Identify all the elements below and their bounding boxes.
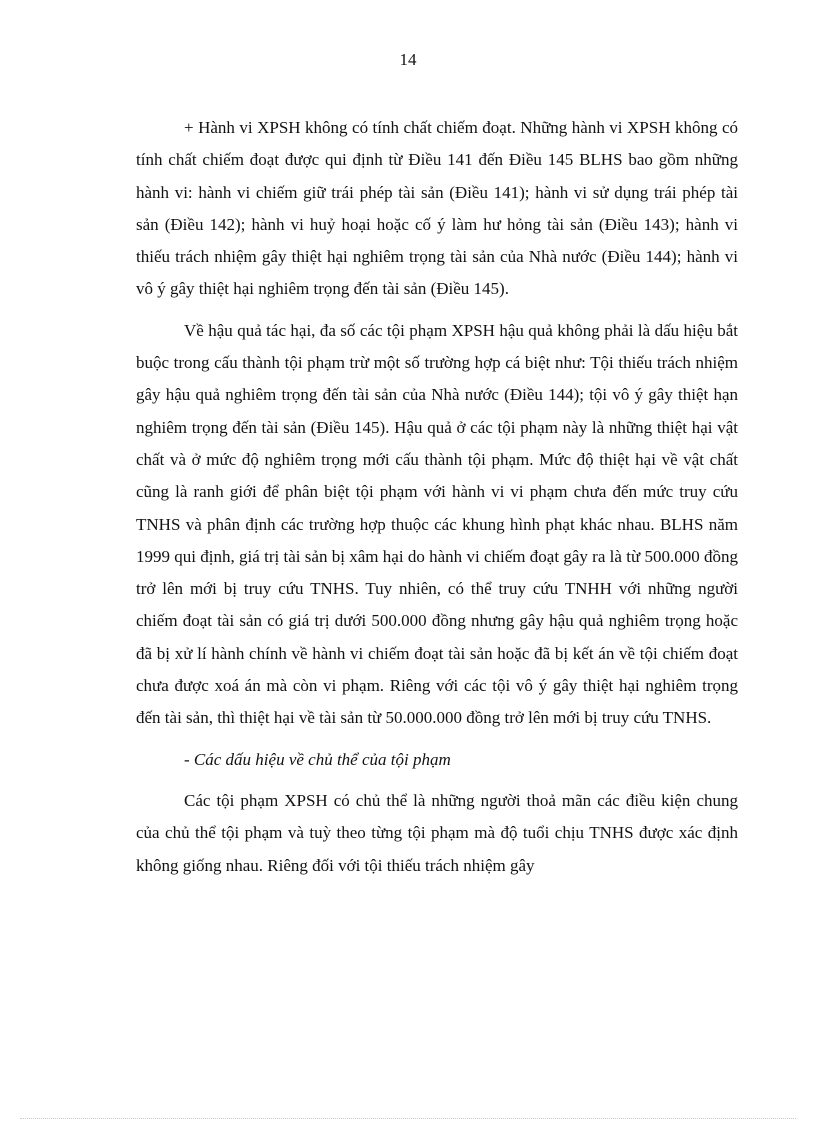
- paragraph-subject-of-crime: Các tội phạm XPSH có chủ thể là những người thoả mãn các điều kiện chung của chủ thể tội phạm và tuỳ theo từng tội phạm mà độ tuổi chịu TNHS được xác định không giống nhau. Riêng đối với tội thiếu trách nhiệm gây: [136, 790, 738, 875]
- body-text: [136, 112, 738, 891]
- page-number: 14: [399, 50, 417, 69]
- paragraph-non-appropriation-acts: + Hành vi XPSH không có tính chất chiếm đoạt. Những hành vi XPSH không có tính chất chiếm đoạt được qui định từ Điều 141 đến Điều 145 BLHS bao gồm những hành vi: hành vi chiếm giữ trái phép tài sản (Điều 141); hành vi sử dụng trái phép tài sản (Điều 142); hành vi huỷ hoại hoặc cố ý làm hư hỏng tài sản (Điều 143); hành vi thiếu trách nhiệm gây thiệt hại nghiêm trọng tài sản của Nhà nước (Điều 144); hành vi vô ý gây thiệt hại nghiêm trọng đến tài sản (Điều 145).: [136, 118, 738, 299]
- section-heading-subject-signs: - Các dấu hiệu về chủ thể của tội phạm: [184, 749, 451, 769]
- paragraph-consequences: Về hậu quả tác hại, đa số các tội phạm XPSH hậu quả không phải là dấu hiệu bắt buộc trong cấu thành tội phạm trừ một số trường hợp cá biệt như: Tội thiếu trách nhiệm gây hậu quả nghiêm trọng đến tài sản của Nhà nước (Điều 144); tội vô ý gây thiệt hạn nghiêm trọng đến tài sản (Điều 145). Hậu quả ở các tội phạm này là những thiệt hại vật chất và ở mức độ nghiêm trọng mới cấu thành tội phạm. Mức độ thiệt hại về vật chất cũng là ranh giới để phân biệt tội phạm với hành vi vi phạm chưa đến mức truy cứu TNHS và phân định các trường hợp thuộc các khung hình phạt khác nhau. BLHS năm 1999 qui định, giá trị tài sản bị xâm hại do hành vi chiếm đoạt gây ra là từ 500.000 đồng trở lên mới bị truy cứu TNHS. Tuy nhiên, có thể truy cứu TNHH với những người chiếm đoạt tài sản có giá trị dưới 500.000 đồng nhưng gây hậu quả nghiêm trọng hoặc đã bị xử lí hành chính về hành vi chiếm đoạt tài sản hoặc đã bị kết án về tội chiếm đoạt chưa được xoá án mà còn vi phạm. Riêng với các tội vô ý gây thiệt hại nghiêm trọng đến tài sản, thì thiệt hại về tài sản từ 50.000.000 đồng trở lên mới bị truy cứu TNHS.: [136, 320, 738, 728]
- page-bottom-divider: [20, 1118, 796, 1119]
